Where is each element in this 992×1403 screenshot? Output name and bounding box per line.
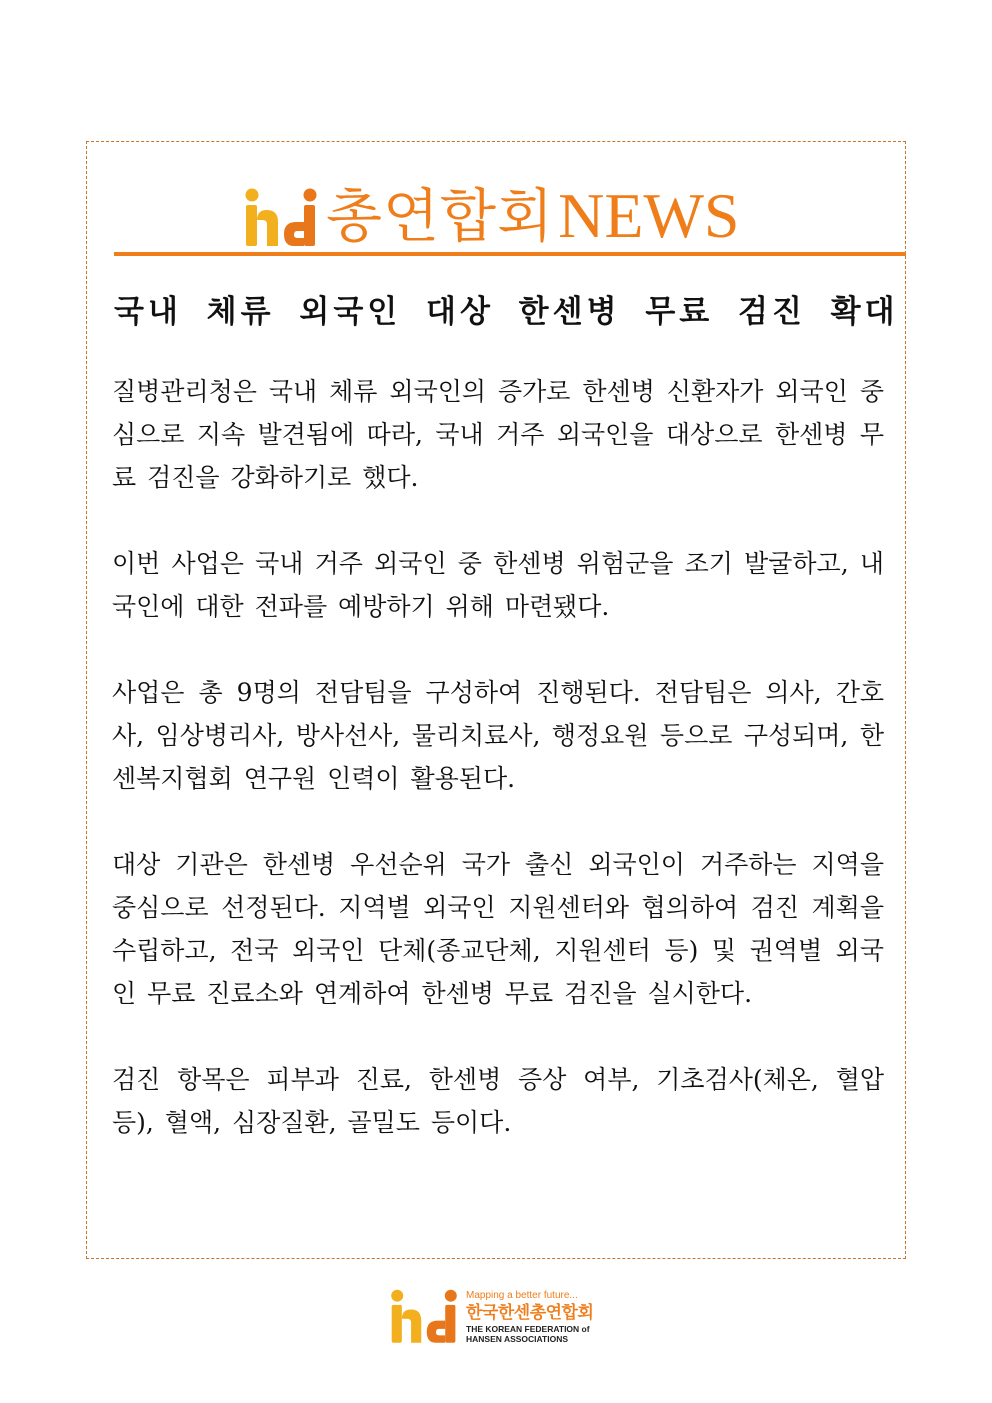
footer-org-name-english-line1: THE KOREAN FEDERATION of	[466, 1323, 590, 1334]
article-paragraph: 대상 기관은 한센병 우선순위 국가 출신 외국인이 거주하는 지역을 중심으로 선정된다. 지역별 외국인 지원센터와 협의하여 검진 계획을 수립하고, 전국 외국인 단체(종교단체, 지원센터 등) 및 권역별 외국인 무료 진료소와 연계하여 한센병 무료 검진을 실시한다.	[112, 850, 884, 1008]
masthead	[242, 176, 740, 251]
footer-org-name-korean: 한국한센총연합회	[466, 1302, 594, 1323]
footer-text	[466, 1289, 593, 1344]
masthead-title-news: NEWS	[558, 180, 740, 251]
masthead-rule	[114, 252, 906, 256]
masthead-title-korean: 총연합회	[326, 182, 555, 250]
hansen-hi-logo-icon	[242, 186, 320, 248]
article-paragraph: 질병관리청은 국내 체류 외국인의 증가로 한센병 신환자가 외국인 중심으로 지속 발견됨에 따라, 국내 거주 외국인을 대상으로 한센병 무료 검진을 강화하기로 했다.	[112, 377, 884, 492]
article-paragraph: 이번 사업은 국내 거주 외국인 중 한센병 위험군을 조기 발굴하고, 내국인에 대한 전파를 예방하기 위해 마련됐다.	[112, 549, 884, 621]
article-body	[112, 370, 884, 1187]
footer-logo	[388, 1284, 593, 1348]
footer-tagline: Mapping a better future...	[466, 1289, 578, 1301]
article-headline: 국내 체류 외국인 대상 한센병 무료 검진 확대	[114, 294, 899, 330]
article-paragraph: 검진 항목은 피부과 진료, 한센병 증상 여부, 기초검사(체온, 혈압 등), 혈액, 심장질환, 골밀도 등이다.	[112, 1065, 884, 1137]
footer-org-name-english-line2: HANSEN ASSOCIATIONS	[466, 1333, 569, 1344]
hansen-hi-logo-icon	[388, 1287, 460, 1345]
article-paragraph: 사업은 총 9명의 전담팀을 구성하여 진행된다. 전담팀은 의사, 간호사, 임상병리사, 방사선사, 물리치료사, 행정요원 등으로 구성되며, 한센복지협회 연구원 인력이 활용된다.	[112, 678, 884, 793]
